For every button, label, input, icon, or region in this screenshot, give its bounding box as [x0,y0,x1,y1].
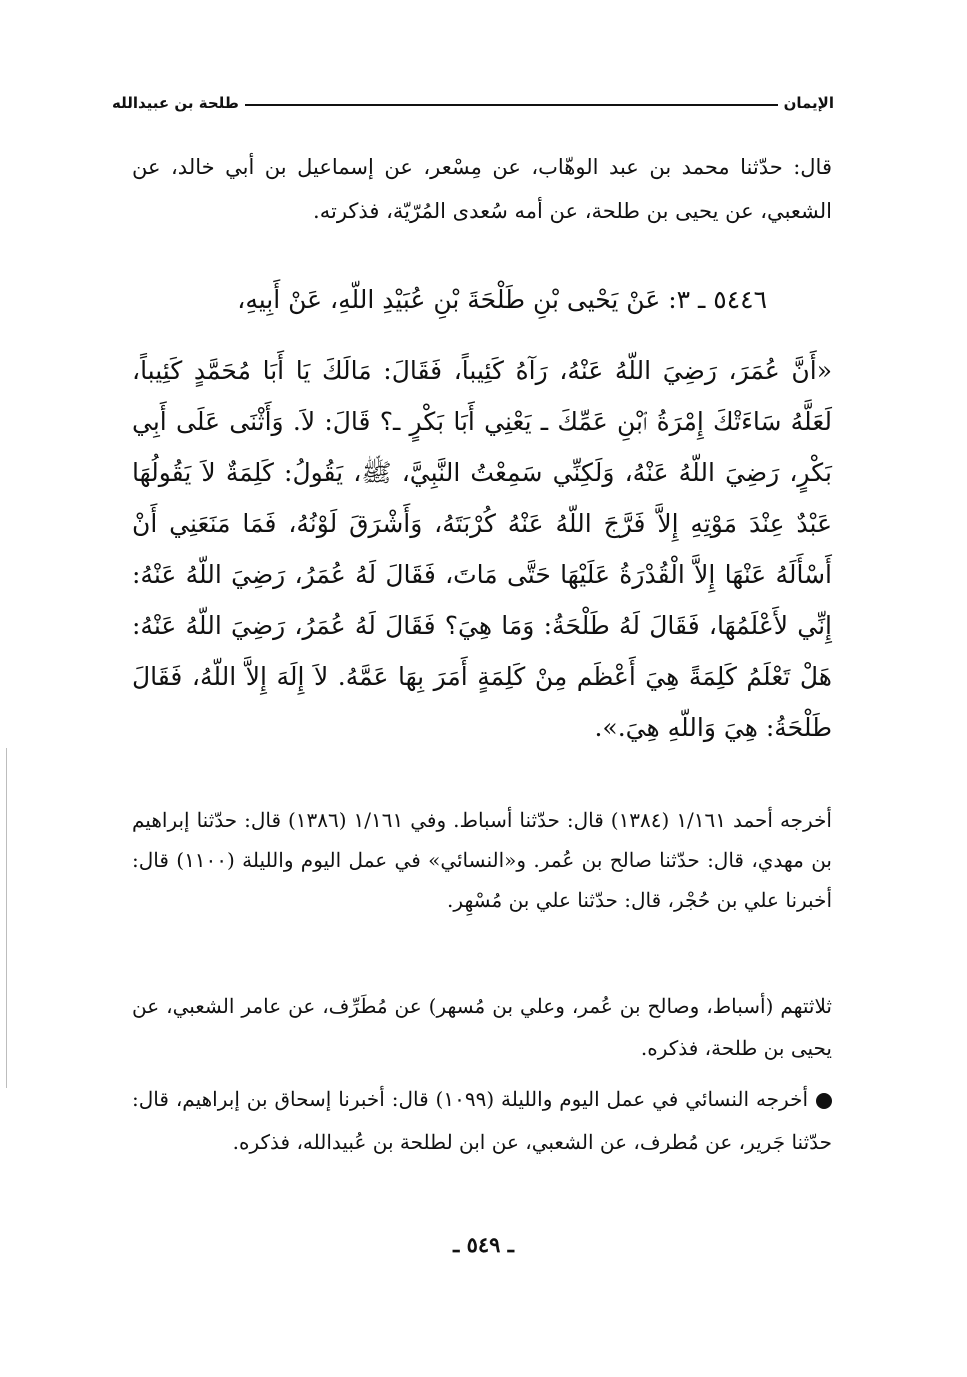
bullet-note [132,1078,832,1164]
header-rule [245,104,778,106]
running-header [112,84,834,112]
scan-margin-line [6,748,7,1088]
hadith-heading: ٥٤٤٦ ـ ٣: عَنْ يَحْيى بْنِ طَلْحَةَ بْنِ عُبَيْدِ اللّهِ، عَنْ أَبِيهِ، [237,285,767,314]
bullet-icon [816,1093,832,1109]
narrators-paragraph: ثلاثتهم (أسباط، وصالح بن عُمر، وعلي بن مُسهر) عن مُطَرِّف، عن عامر الشعبي، عن يحيى بن طلحة، فذكره. [132,994,832,1060]
isnad-paragraph: قال: حدّثنا محمد بن عبد الوهّاب، عن مِسْعر، عن إسماعيل بن أبي خالد، عن الشعبي، عن يحيى بن طلحة، عن أمه سُعدى المُرّيّة، فذكرته. [132,155,832,223]
chapter-title: الإيمان [783,94,834,112]
bullet-note-text: أخرجه النسائي في عمل اليوم والليلة (١٠٩٩) قال: أخبرنا إسحاق بن إبراهيم، قال: حدّثنا جَرير، عن مُطرف، عن الشعبي، عن ابن لطلحة بن عُبيدالله، فذكره. [132,1087,832,1154]
section-title: طلحة بن عبيدالله [112,94,239,112]
page-number: ـ ٥٤٩ ـ [453,1232,514,1257]
takhrij-paragraph: أخرجه أحمد ١/١٦١ (١٣٨٤) قال: حدّثنا أسباط. وفي ١/١٦١ (١٣٨٦) قال: حدّثنا إبراهيم بن مهدي، قال: حدّثنا صالح بن عُمر. و«النسائي» في عمل اليوم والليلة (١١٠٠) قال: أخبرنا علي بن حُجْر، قال: حدّثنا علي بن مُسْهِر. [132,808,832,912]
hadith-text: «أَنَّ عُمَرَ، رَضِيَ اللّهُ عَنْهُ، رَآهُ كَئِيباً، فَقَالَ: مَالَكَ يَا أَبَا مُحَمَّدٍ كَئِيباً، لَعَلَّهُ سَاءَتْكَ إِمْرَةُ ٱبْنِ عَمِّكَ ـ يَعْنِي أَبَا بَكْرٍ ـ؟ قَالَ: لاَ. وَأَثْنَى عَلَى أَبِي بَكْرٍ، رَضِيَ اللّهُ عَنْهُ، وَلَكِنِّي سَمِعْتُ النَّبِيَّ، ﷺ، يَقُولُ: كَلِمَةٌ لاَ يَقُولُهَا عَبْدٌ عِنْدَ مَوْتِهِ إِلاَّ فَرَّجَ اللّهُ عَنْهُ كُرْبَتَهُ، وَأَشْرَقَ لَوْنُهُ، فَمَا مَنَعَنِي أَنْ أَسْأَلَهُ عَنْهَا إِلاَّ الْقُدْرَةُ عَلَيْهَا حَتَّى مَاتَ، فَقَالَ لَهُ عُمَرُ، رَضِيَ اللّهُ عَنْهُ: إِنِّي لأَعْلَمُهَا، فَقَالَ لَهُ طَلْحَةُ: وَمَا هِيَ؟ فَقَالَ لَهُ عُمَرُ، رَضِيَ اللّهُ عَنْهُ: هَلْ تَعْلَمُ كَلِمَةً هِيَ أَعْظَم مِنْ كَلِمَةٍ أَمَرَ بِهَا عَمَّهُ. لاَ إِلَهَ إِلاَّ اللّهُ، فَقَالَ طَلْحَةُ: هِيَ وَاللّهِ هِيَ.». [132,356,832,742]
